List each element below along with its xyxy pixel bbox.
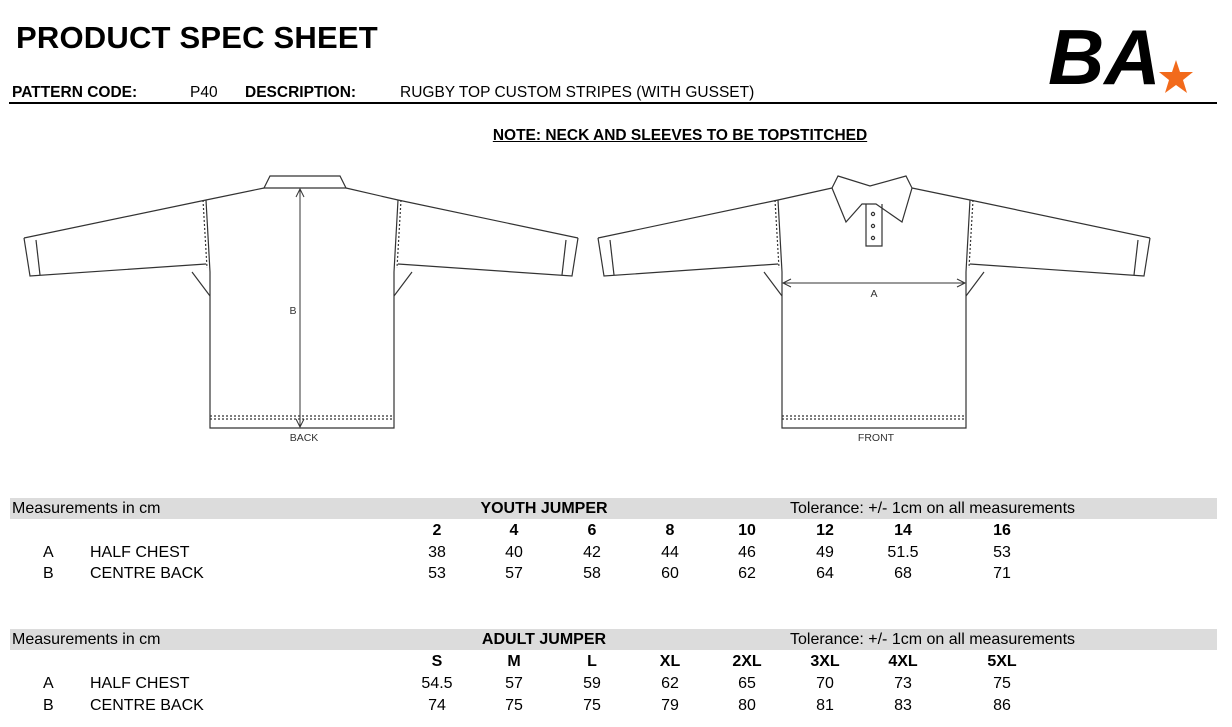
size-header: 16: [993, 522, 1011, 539]
table-cell: 68: [894, 565, 912, 582]
table-cell: 44: [661, 544, 679, 561]
table-cell: 57: [505, 565, 523, 582]
header-divider: [9, 102, 1217, 104]
table-cell: 62: [661, 675, 679, 692]
table-cell: 40: [505, 544, 523, 561]
size-header: S: [431, 653, 443, 670]
table-cell: 64: [816, 565, 834, 582]
row-code: B: [43, 565, 54, 582]
size-header: 10: [738, 522, 756, 539]
size-header: 4: [509, 522, 519, 539]
page-title: PRODUCT SPEC SHEET: [16, 20, 378, 55]
table-cell: 80: [738, 697, 756, 714]
logo-star-icon: [1159, 60, 1193, 93]
size-header: 6: [587, 522, 597, 539]
row-name: CENTRE BACK: [90, 565, 204, 582]
row-name: CENTRE BACK: [90, 697, 204, 714]
size-header: 14: [894, 522, 912, 539]
table-cell: 81: [816, 697, 834, 714]
table-title: ADULT JUMPER: [481, 631, 607, 648]
table-cell: 65: [738, 675, 756, 692]
table-cell: 73: [894, 675, 912, 692]
table-cell: 53: [428, 565, 446, 582]
size-header: M: [507, 653, 521, 670]
size-header: L: [587, 653, 597, 670]
front-label: FRONT: [857, 432, 895, 444]
pattern-code-value: P40: [190, 84, 218, 101]
back-view-drawing: [24, 176, 578, 428]
tolerance-note: Tolerance: +/- 1cm on all measurements: [790, 500, 1076, 517]
measure-a-label: A: [870, 288, 878, 300]
measure-b-label: B: [289, 305, 297, 317]
table-cell: 49: [816, 544, 834, 561]
row-code: A: [43, 675, 54, 692]
row-name: HALF CHEST: [90, 544, 190, 561]
table-cell: 71: [993, 565, 1011, 582]
table-cell: 75: [505, 697, 523, 714]
production-note: NOTE: NECK AND SLEEVES TO BE TOPSTITCHED: [492, 127, 868, 144]
description-label: DESCRIPTION:: [245, 84, 357, 101]
table-cell: 57: [505, 675, 523, 692]
table-cell: 38: [428, 544, 446, 561]
size-header: 4XL: [888, 653, 918, 670]
table-cell: 42: [583, 544, 601, 561]
table-cell: 51.5: [887, 544, 919, 561]
table-cell: 46: [738, 544, 756, 561]
row-code: B: [43, 697, 54, 714]
row-code: A: [43, 544, 54, 561]
units-label: Measurements in cm: [12, 631, 161, 648]
table-cell: 86: [993, 697, 1011, 714]
table-cell: 59: [583, 675, 601, 692]
back-label: BACK: [289, 432, 319, 444]
table-cell: 70: [816, 675, 834, 692]
table-cell: 53: [993, 544, 1011, 561]
ba-logo: [1048, 14, 1208, 98]
size-header: 12: [816, 522, 834, 539]
tolerance-note: Tolerance: +/- 1cm on all measurements: [790, 631, 1076, 648]
size-header: 8: [665, 522, 675, 539]
table-cell: 75: [993, 675, 1011, 692]
size-header: 3XL: [810, 653, 840, 670]
units-label: Measurements in cm: [12, 500, 161, 517]
table-cell: 62: [738, 565, 756, 582]
size-header: XL: [659, 653, 681, 670]
table-cell: 58: [583, 565, 601, 582]
size-header: 2: [432, 522, 442, 539]
row-name: HALF CHEST: [90, 675, 190, 692]
front-view-drawing: [598, 176, 1150, 428]
pattern-code-label: PATTERN CODE:: [12, 84, 138, 101]
description-value: RUGBY TOP CUSTOM STRIPES (WITH GUSSET): [400, 84, 755, 101]
logo-text: BA: [1048, 14, 1161, 98]
table-cell: 75: [583, 697, 601, 714]
table-cell: 74: [428, 697, 446, 714]
size-header: 5XL: [987, 653, 1017, 670]
table-cell: 83: [894, 697, 912, 714]
table-cell: 79: [661, 697, 679, 714]
table-cell: 54.5: [421, 675, 453, 692]
size-header: 2XL: [732, 653, 762, 670]
table-title: YOUTH JUMPER: [480, 500, 608, 517]
table-cell: 60: [661, 565, 679, 582]
garment-drawings: [0, 160, 1232, 450]
